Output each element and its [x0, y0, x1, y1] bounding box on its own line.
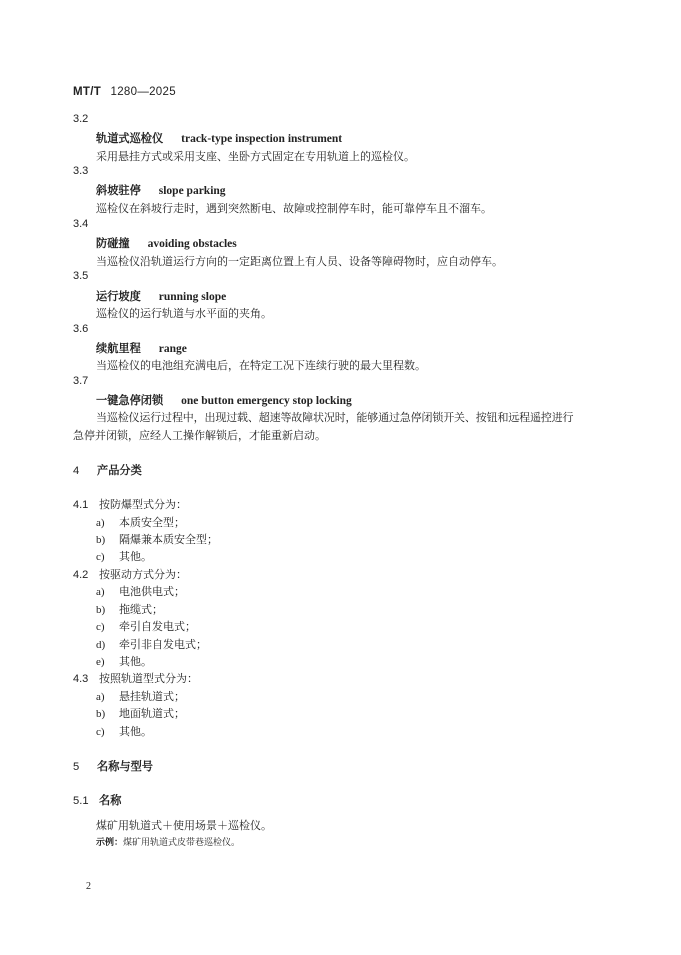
list-item	[96, 688, 185, 704]
list-item	[96, 601, 163, 617]
subsection-number: 4.3	[73, 673, 89, 685]
term-number: 3.7	[73, 375, 89, 387]
list-text: 其他。	[119, 655, 152, 668]
list-item	[96, 514, 185, 530]
term-zh: 轨道式巡检仪	[96, 132, 164, 145]
list-text: 悬挂轨道式；	[119, 690, 185, 703]
example-text: 煤矿用轨道式皮带巷巡检仪。	[123, 838, 241, 848]
term-title	[96, 235, 237, 251]
list-marker: c)	[96, 621, 105, 633]
list-marker: a)	[96, 691, 105, 703]
example-label: 示例：	[96, 838, 124, 848]
term-number: 3.4	[73, 218, 89, 230]
list-text: 隔爆兼本质安全型；	[119, 533, 218, 546]
standard-header	[73, 86, 176, 98]
term-definition: 巡检仪在斜坡行走时，遇到突然断电、故障或控制停车时，能可靠停车且不溜车。	[96, 202, 492, 215]
term-en: one button emergency stop locking	[181, 395, 352, 407]
term-title	[96, 340, 187, 356]
list-text: 电池供电式；	[119, 585, 185, 598]
list-text: 其他。	[119, 725, 152, 738]
subsection-text: 按驱动方式分为：	[99, 568, 187, 581]
term-title	[96, 130, 342, 146]
term-number: 3.3	[73, 165, 89, 177]
subsection-title: 名称	[99, 794, 122, 807]
section-number: 5	[73, 761, 80, 773]
term-definition: 巡检仪的运行轨道与水平面的夹角。	[96, 307, 272, 320]
standard-code: 1280—2025	[110, 86, 176, 98]
subsection-number: 4.2	[73, 569, 89, 581]
list-marker: d)	[96, 639, 106, 651]
list-item	[96, 531, 218, 547]
term-definition: 当巡检仪的电池组充满电后，在特定工况下连续行驶的最大里程数。	[96, 359, 426, 372]
term-zh: 斜坡驻停	[96, 184, 141, 197]
body-text: 煤矿用轨道式＋使用场景＋巡检仪。	[96, 819, 272, 832]
list-marker: c)	[96, 551, 105, 563]
term-en: range	[158, 343, 187, 355]
list-item	[96, 705, 185, 721]
section-heading	[73, 758, 153, 774]
list-marker: e)	[96, 656, 105, 668]
list-text: 牵引非自发电式；	[119, 638, 207, 651]
term-definition: 当巡检仪沿轨道运行方向的一定距离位置上有人员、设备等障碍物时，应自动停车。	[96, 255, 503, 268]
list-item	[96, 636, 207, 652]
subsection-line	[73, 496, 187, 512]
subsection-text: 按防爆型式分为：	[99, 498, 187, 511]
term-title	[96, 182, 226, 198]
list-item	[96, 653, 152, 669]
list-marker: a)	[96, 517, 105, 529]
term-zh: 续航里程	[96, 342, 141, 355]
term-en: track-type inspection instrument	[181, 133, 343, 145]
term-definition: 当巡检仪运行过程中，出现过载、超速等故障状况时，能够通过急停闭锁开关、按钮和远程遥控进行	[96, 411, 574, 424]
term-zh: 运行坡度	[96, 290, 141, 303]
subsection-text: 按照轨道型式分为：	[99, 672, 198, 685]
list-text: 其他。	[119, 550, 152, 563]
list-marker: c)	[96, 726, 105, 738]
term-number: 3.2	[73, 113, 89, 125]
term-en: avoiding obstacles	[147, 238, 237, 250]
term-definition: 采用悬挂方式或采用支座、坐卧方式固定在专用轨道上的巡检仪。	[96, 150, 415, 163]
section-title: 名称与型号	[97, 760, 153, 773]
term-zh: 防碰撞	[96, 237, 130, 250]
subsection-number: 4.1	[73, 499, 89, 511]
list-item	[96, 583, 185, 599]
example-note	[96, 835, 240, 848]
list-item	[96, 723, 152, 739]
list-text: 地面轨道式；	[119, 707, 185, 720]
list-text: 牵引自发电式；	[119, 620, 196, 633]
list-item	[96, 548, 152, 564]
subsection-line	[73, 566, 187, 582]
term-title	[96, 392, 352, 408]
list-text: 拖缆式；	[119, 603, 163, 616]
section-heading	[73, 462, 142, 478]
page-number: 2	[86, 881, 91, 892]
list-marker: a)	[96, 586, 105, 598]
list-marker: b)	[96, 708, 106, 720]
list-marker: b)	[96, 604, 106, 616]
term-number: 3.5	[73, 270, 89, 282]
term-title	[96, 288, 226, 304]
list-marker: b)	[96, 534, 106, 546]
subsection-heading	[73, 792, 121, 808]
term-number: 3.6	[73, 323, 89, 335]
term-en: running slope	[158, 291, 227, 303]
standard-prefix: MT/T	[73, 86, 102, 98]
subsection-line	[73, 670, 198, 686]
term-en: slope parking	[158, 185, 226, 197]
term-zh: 一键急停闭锁	[96, 394, 164, 407]
section-number: 4	[73, 465, 80, 477]
list-item	[96, 618, 196, 634]
subsection-number: 5.1	[73, 795, 89, 807]
section-title: 产品分类	[97, 464, 142, 477]
list-text: 本质安全型；	[119, 516, 185, 529]
term-definition-continued: 急停并闭锁，应经人工操作解锁后，才能重新启动。	[73, 429, 326, 442]
